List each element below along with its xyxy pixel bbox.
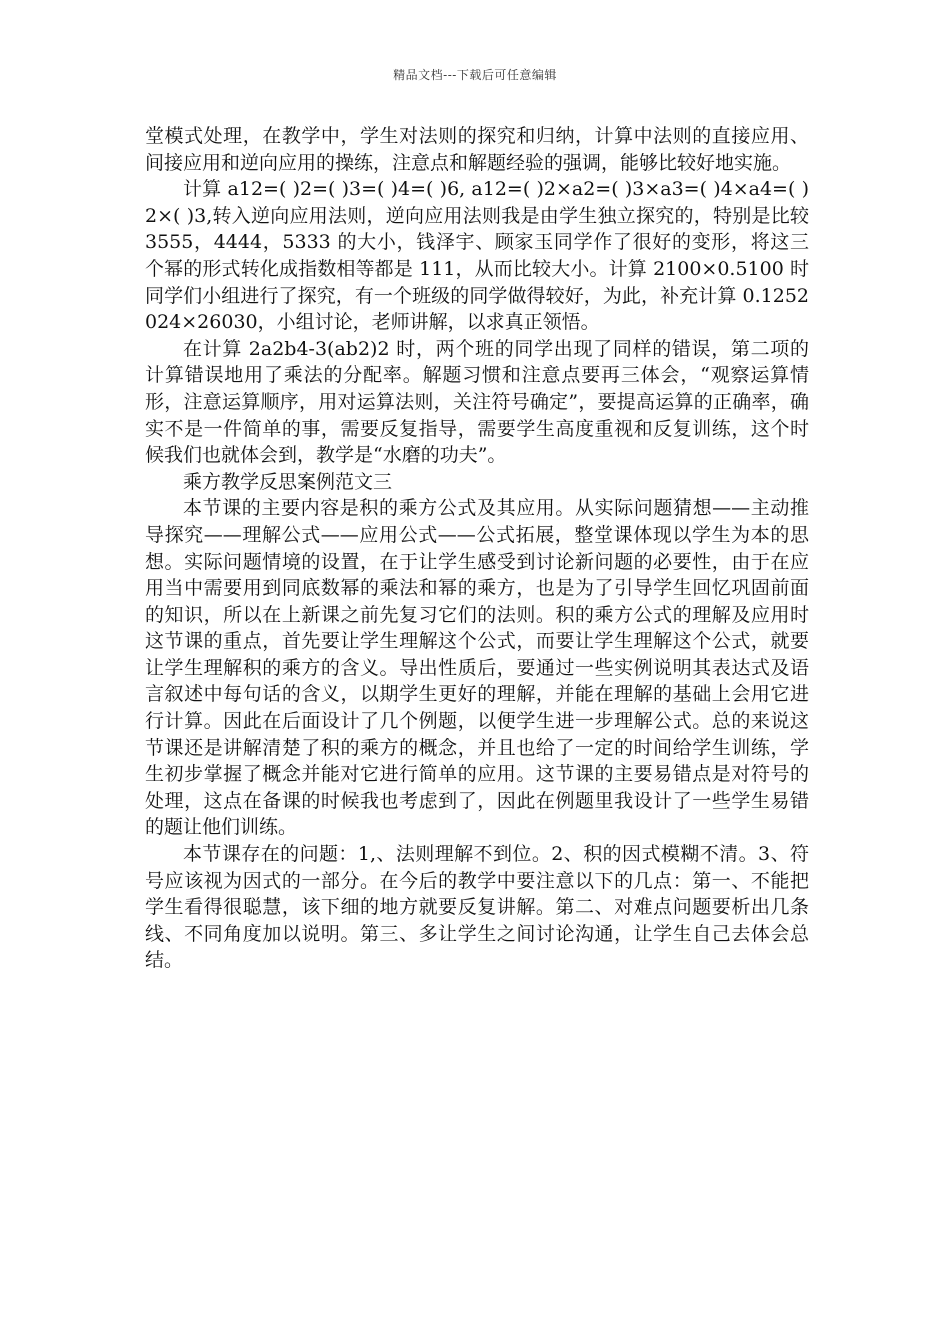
paragraph-problems: 本节课存在的问题：1,、法则理解不到位。2、积的因式模糊不清。3、符号应该视为因式的一部分。在今后的教学中要注意以下的几点：第一、不能把学生看得很聪慧，该下细的地方就要反复讲解。第二、对难点问题要析出几条线、不同角度加以说明。第三、多让学生之间讨论沟通，让学生自己去体会总结。	[145, 843, 809, 972]
document-body	[145, 123, 809, 974]
paragraph-calculation: 计算 a12=( )2=( )3=( )4=( )6, a12=( )2×a2=( )3×a3=( )4×a4=( )2×( )3,转入逆向应用法则，逆向应用法则我是由学生独立探究的，特别是比较 3555，4444，5333 的大小，钱泽宇、顾家玉同学作了很好的变形，将这三个幂的形式转化成指数相等都是 111，从而比较大小。计算 2100×0.5100 时同学们小组进行了探究，有一个班级的同学做得较好，为此，补充计算 0.1252024×26030，小组讨论，老师讲解，以求真正领悟。	[145, 178, 809, 334]
page-header: 精品文档---下载后可任意编辑	[393, 68, 557, 82]
section-heading: 乘方教学反思案例范文三	[183, 470, 393, 493]
paragraph-continuation: 堂模式处理，在教学中，学生对法则的探究和归纳，计算中法则的直接应用、间接应用和逆向应用的操练，注意点和解题经验的强调，能够比较好地实施。	[145, 125, 809, 174]
paragraph-common-error: 在计算 2a2b4-3(ab2)2 时，两个班的同学出现了同样的错误，第二项的计算错误地用了乘法的分配率。解题习惯和注意点要再三体会，“观察运算情形，注意运算顺序，用对运算法则，关注符号确定”，要提高运算的正确率，确实不是一件简单的事，需要反复指导，需要学生高度重视和反复训练，这个时候我们也就体会到，教学是“水磨的功夫”。	[145, 337, 809, 467]
paragraph-lesson-content: 本节课的主要内容是积的乘方公式及其应用。从实际问题猜想——主动推导探究——理解公式——应用公式——公式拓展，整堂课体现以学生为本的思想。实际问题情境的设置，在于让学生感受到讨论新问题的必要性，由于在应用当中需要用到同底数幂的乘法和幂的乘方，也是为了引导学生回忆巩固前面的知识，所以在上新课之前先复习它们的法则。积的乘方公式的理解及应用时这节课的重点，首先要让学生理解这个公式，而要让学生理解这个公式，就要让学生理解积的乘方的含义。导出性质后，要通过一些实例说明其表达式及语言叙述中每句话的含义，以期学生更好的理解，并能在理解的基础上会用它进行计算。因此在后面设计了几个例题，以便学生进一步理解公式。总的来说这节课还是讲解清楚了积的乘方的概念，并且也给了一定的时间给学生训练，学生初步掌握了概念并能对它进行简单的应用。这节课的主要易错点是对符号的处理，这点在备课的时候我也考虑到了，因此在例题里我设计了一些学生易错的题让他们训练。	[145, 497, 809, 839]
